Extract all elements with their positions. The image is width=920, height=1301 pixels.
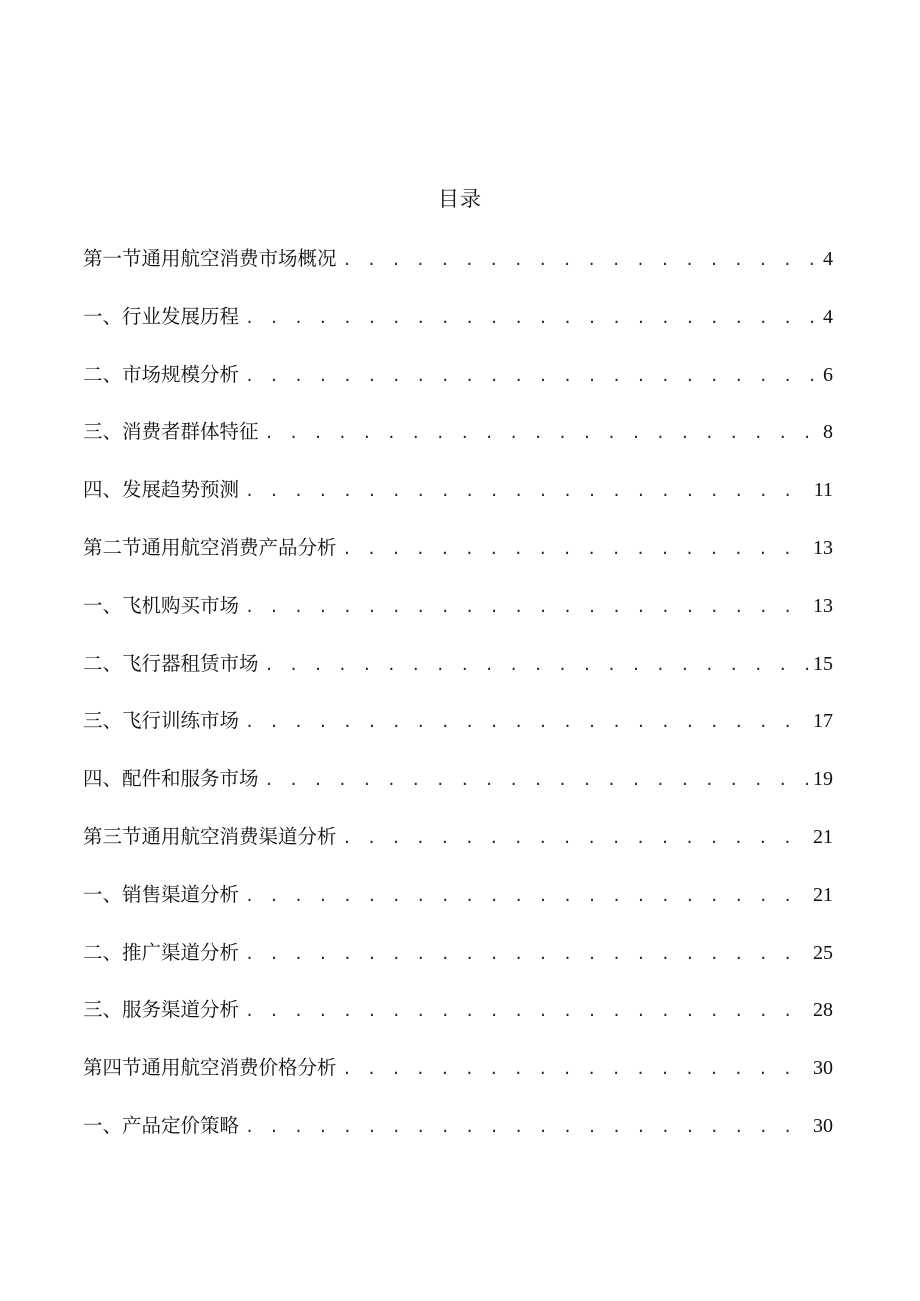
dot-leader (245, 359, 819, 393)
toc-entry[interactable] (83, 300, 833, 358)
toc-entry-page-number: 4 (823, 248, 833, 270)
dot-leader (245, 705, 809, 739)
dot-leader (265, 648, 809, 682)
toc-entry-section-2[interactable] (83, 531, 833, 589)
toc-entry-label: 二、飞行器租赁市场 (83, 651, 259, 675)
toc-entry-page-number: 11 (813, 479, 833, 502)
toc-entry-page-number: 28 (813, 999, 833, 1022)
toc-entry-page-number: 30 (813, 1057, 833, 1080)
dot-leader (245, 590, 809, 624)
toc-entry-label: 三、服务渠道分析 (83, 998, 240, 1022)
toc-entry-label: 四、发展趋势预测 (83, 478, 240, 502)
toc-entry-label: 四、配件和服务市场 (83, 767, 259, 791)
toc-entry-label: 第一节通用航空消费市场概况 (83, 247, 337, 270)
toc-entry[interactable] (83, 936, 833, 994)
dot-leader (245, 879, 809, 913)
toc-entry-page-number: 6 (823, 363, 833, 386)
dot-leader (343, 243, 819, 277)
dot-leader (265, 416, 819, 450)
toc-entry-page-number: 25 (813, 941, 833, 964)
toc-entry[interactable] (83, 358, 833, 416)
toc-entry[interactable] (83, 415, 833, 473)
toc-entry-page-number: 17 (813, 710, 833, 733)
toc-entry-page-number: 8 (823, 421, 833, 444)
toc-entry-page-number: 4 (823, 305, 833, 328)
toc-entry-section-3[interactable] (83, 820, 833, 878)
toc-entry[interactable] (83, 1109, 833, 1167)
dot-leader (245, 1110, 809, 1144)
dot-leader (343, 1052, 809, 1086)
toc-entry-section-4[interactable] (83, 1051, 833, 1109)
toc-entry-label: 一、销售渠道分析 (83, 882, 240, 906)
toc-entry-label: 三、飞行训练市场 (83, 709, 240, 733)
toc-entry-section-1[interactable] (83, 242, 833, 300)
toc-entry-label: 一、产品定价策略 (83, 1113, 240, 1137)
toc-entry-label: 第四节通用航空消费价格分析 (83, 1056, 337, 1080)
dot-leader (265, 763, 809, 797)
dot-leader (245, 937, 809, 971)
toc-entry[interactable] (83, 993, 833, 1051)
dot-leader (245, 301, 819, 335)
toc-entry-label: 一、飞机购买市场 (83, 593, 240, 617)
toc-entry-page-number: 21 (813, 883, 833, 906)
table-of-contents (83, 242, 833, 1167)
dot-leader (245, 994, 809, 1028)
toc-entry-page-number: 30 (813, 1114, 833, 1137)
toc-entry-page-number: 21 (813, 825, 833, 848)
dot-leader (245, 474, 810, 508)
toc-entry[interactable] (83, 473, 833, 531)
toc-entry-page-number: 15 (813, 652, 833, 675)
toc-entry-label: 一、行业发展历程 (83, 304, 240, 328)
toc-entry[interactable] (83, 878, 833, 936)
toc-entry-page-number: 19 (813, 768, 833, 791)
toc-entry-label: 第三节通用航空消费渠道分析 (83, 824, 337, 848)
toc-entry[interactable] (83, 762, 833, 820)
toc-entry-label: 三、消费者群体特征 (83, 420, 259, 444)
toc-entry-label: 二、推广渠道分析 (83, 940, 240, 964)
dot-leader (343, 532, 809, 566)
toc-title: 目录 (438, 187, 482, 211)
toc-entry-page-number: 13 (813, 594, 833, 617)
toc-entry-label: 第二节通用航空消费产品分析 (83, 535, 337, 559)
dot-leader (343, 821, 809, 855)
toc-entry[interactable] (83, 589, 833, 647)
toc-entry[interactable] (83, 647, 833, 705)
toc-entry-page-number: 13 (813, 536, 833, 559)
toc-entry-label: 二、市场规模分析 (83, 362, 240, 386)
toc-entry[interactable] (83, 704, 833, 762)
